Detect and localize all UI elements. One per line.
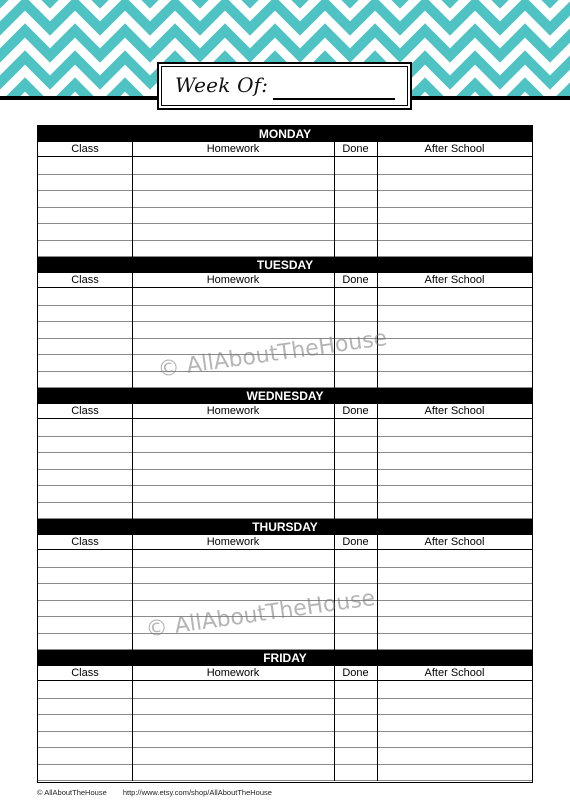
column-divider	[132, 666, 133, 781]
week-of-label: Week Of:	[175, 73, 269, 97]
day-header: FRIDAY	[38, 650, 532, 666]
column-header-class: Class	[38, 142, 132, 157]
column-divider	[334, 666, 335, 781]
column-header-done: Done	[334, 535, 377, 550]
writing-line[interactable]	[38, 174, 532, 175]
column-header-done: Done	[334, 404, 377, 419]
writing-line[interactable]	[38, 567, 532, 568]
column-header-after-school: After School	[377, 273, 532, 288]
writing-line[interactable]	[38, 321, 532, 322]
writing-line[interactable]	[38, 747, 532, 748]
writing-line[interactable]	[38, 469, 532, 470]
writing-line[interactable]	[38, 485, 532, 486]
writing-line[interactable]	[38, 633, 532, 634]
column-header-homework: Homework	[132, 273, 334, 288]
writing-line[interactable]	[38, 698, 532, 699]
day-header: WEDNESDAY	[38, 388, 532, 404]
column-header-class: Class	[38, 404, 132, 419]
footer-copyright: © AllAboutTheHouse	[37, 788, 107, 797]
column-divider	[377, 142, 378, 257]
column-divider	[334, 273, 335, 388]
writing-line[interactable]	[38, 240, 532, 241]
column-divider	[132, 404, 133, 519]
writing-line[interactable]	[38, 223, 532, 224]
footer-url-link[interactable]: http://www.etsy.com/shop/AllAboutTheHouse	[122, 788, 272, 797]
day-section-monday	[38, 126, 532, 257]
day-section-friday	[38, 650, 532, 781]
writing-line[interactable]	[38, 452, 532, 453]
writing-line[interactable]	[38, 502, 532, 503]
writing-line[interactable]	[38, 190, 532, 191]
writing-line[interactable]	[38, 731, 532, 732]
column-header-done: Done	[334, 666, 377, 681]
column-divider	[132, 142, 133, 257]
day-section-wednesday	[38, 388, 532, 519]
week-of-blank-line[interactable]	[273, 98, 395, 100]
column-header-homework: Homework	[132, 404, 334, 419]
weekly-homework-planner	[37, 125, 533, 783]
column-header-homework: Homework	[132, 142, 334, 157]
writing-line[interactable]	[38, 436, 532, 437]
column-divider	[334, 142, 335, 257]
week-of-title-box	[157, 62, 412, 110]
column-header-homework: Homework	[132, 666, 334, 681]
column-header-class: Class	[38, 535, 132, 550]
column-header-homework: Homework	[132, 535, 334, 550]
column-header-class: Class	[38, 273, 132, 288]
day-section-thursday	[38, 519, 532, 650]
writing-line[interactable]	[38, 583, 532, 584]
column-divider	[377, 535, 378, 650]
copyright-watermark: © AllAboutTheHouse	[156, 325, 389, 383]
day-section-tuesday	[38, 257, 532, 388]
writing-line[interactable]	[38, 338, 532, 339]
writing-line[interactable]	[38, 371, 532, 372]
column-divider	[377, 404, 378, 519]
column-header-after-school: After School	[377, 666, 532, 681]
writing-line[interactable]	[38, 714, 532, 715]
column-header-class: Class	[38, 666, 132, 681]
column-header-done: Done	[334, 142, 377, 157]
column-header-done: Done	[334, 273, 377, 288]
column-divider	[132, 535, 133, 650]
column-divider	[334, 404, 335, 519]
column-header-after-school: After School	[377, 142, 532, 157]
column-header-after-school: After School	[377, 535, 532, 550]
copyright-watermark: © AllAboutTheHouse	[144, 585, 377, 643]
column-header-after-school: After School	[377, 404, 532, 419]
writing-line[interactable]	[38, 780, 532, 781]
writing-line[interactable]	[38, 305, 532, 306]
writing-line[interactable]	[38, 764, 532, 765]
day-header: THURSDAY	[38, 519, 532, 535]
day-header: MONDAY	[38, 126, 532, 142]
writing-line[interactable]	[38, 207, 532, 208]
day-header: TUESDAY	[38, 257, 532, 273]
column-divider	[377, 666, 378, 781]
footer	[37, 788, 286, 797]
column-divider	[132, 273, 133, 388]
